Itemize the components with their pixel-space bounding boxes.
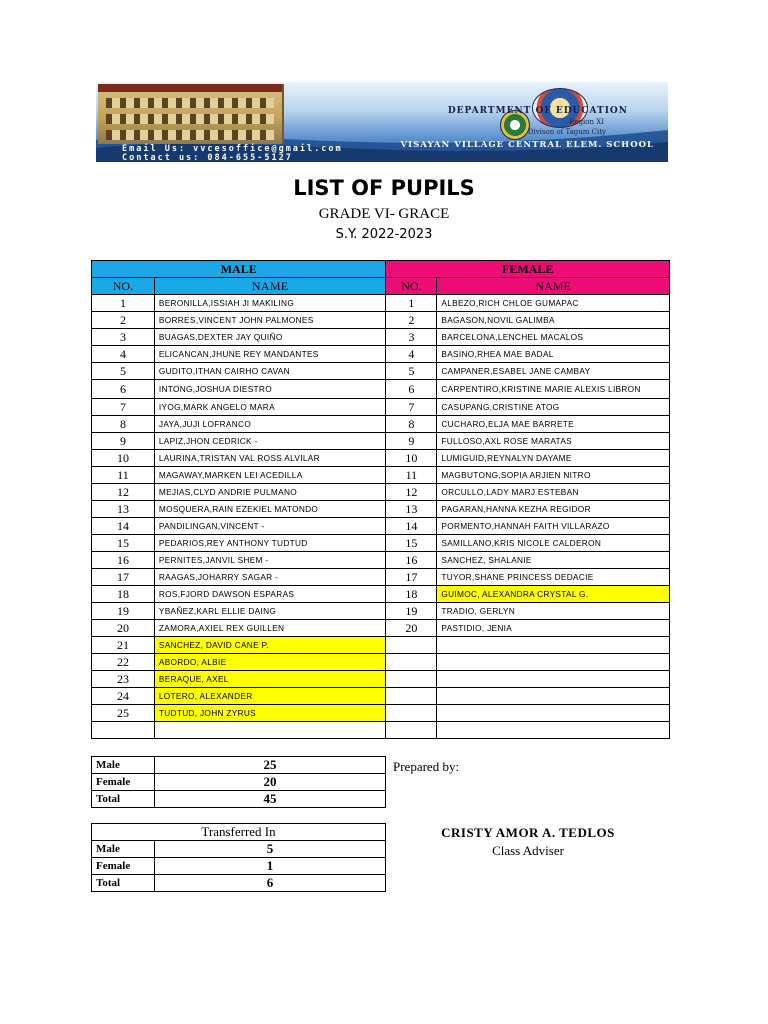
male-no-cell: 14 (92, 518, 155, 535)
male-name-cell: LAPIZ,JHON CEDRICK - (154, 433, 386, 450)
totals-total-label: Total (92, 791, 155, 808)
table-row (92, 688, 670, 705)
table-row (92, 346, 670, 363)
female-no-cell (386, 688, 437, 705)
table-row (92, 380, 670, 399)
female-no-cell: 19 (386, 603, 437, 620)
totals-female-label: Female (92, 774, 155, 791)
table-row (92, 484, 670, 501)
table-row (92, 603, 670, 620)
female-name-cell: ALBEZO,RICH CHLOE GUMAPAC (437, 295, 670, 312)
table-row (92, 569, 670, 586)
female-name-cell: PAGARAN,HANNA KEZHA REGIDOR (437, 501, 670, 518)
table-row (92, 671, 670, 688)
female-name-cell: CARPENTIRO,KRISTINE MARIE ALEXIS LIBRON (437, 380, 670, 399)
totals-table (91, 756, 386, 808)
female-name-cell: GUIMOC, ALEXANDRA CRYSTAL G. (437, 586, 670, 603)
female-no-cell (386, 654, 437, 671)
female-no-cell: 7 (386, 399, 437, 416)
female-no-cell: 18 (386, 586, 437, 603)
male-no-cell: 23 (92, 671, 155, 688)
totals-male-value: 25 (155, 757, 386, 774)
female-header: FEMALE (386, 261, 670, 278)
totals-total-value: 45 (155, 791, 386, 808)
table-row (92, 552, 670, 569)
female-no-cell: 17 (386, 569, 437, 586)
female-no-cell: 12 (386, 484, 437, 501)
region-name: Region XI (569, 118, 604, 126)
male-no-cell: 2 (92, 312, 155, 329)
female-no-cell: 2 (386, 312, 437, 329)
table-row (92, 312, 670, 329)
school-banner (96, 82, 668, 162)
male-no-cell: 6 (92, 380, 155, 399)
table-row (92, 450, 670, 467)
female-name-cell: PASTIDIO, JENIA (437, 620, 670, 637)
transferred-male-value: 5 (155, 841, 386, 858)
male-name-cell: BERAQUE, AXEL (154, 671, 386, 688)
male-name-cell: BORRES,VINCENT JOHN PALMONES (154, 312, 386, 329)
male-name-cell: INTONG,JOSHUA DIESTRO (154, 380, 386, 399)
female-name-cell: SAMILLANO,KRIS NICOLE CALDERON (437, 535, 670, 552)
school-contact: Contact us: 084-655-5127 (122, 153, 293, 162)
male-name-cell: MOSQUERA,RAIN EZEKIEL MATONDO (154, 501, 386, 518)
female-name-cell: CAMPANER,ESABEL JANE CAMBAY (437, 363, 670, 380)
female-no-cell: 6 (386, 380, 437, 399)
adviser-role: Class Adviser (492, 843, 564, 858)
female-no-cell: 14 (386, 518, 437, 535)
table-row (92, 722, 670, 739)
division-name: Divison of Tagum City (527, 128, 606, 136)
male-no-cell: 20 (92, 620, 155, 637)
female-name-cell: BAGASON,NOVIL GALIMBA (437, 312, 670, 329)
male-name-cell: JAYA,JUJI LOFRANCO (154, 416, 386, 433)
male-no-cell: 5 (92, 363, 155, 380)
female-no-cell (386, 705, 437, 722)
table-row (92, 416, 670, 433)
school-year: S.Y. 2022-2023 (335, 227, 433, 242)
male-no-cell: 7 (92, 399, 155, 416)
male-name-cell: BUAGAS,DEXTER JAY QUIÑO (154, 329, 386, 346)
female-name-cell: BARCELONA,LENCHEL MACALOS (437, 329, 670, 346)
female-name-cell: MAGBUTONG,SOPIA ARJIEN NITRO (437, 467, 670, 484)
female-name-cell: CUCHARO,ELJA MAE BARRETE (437, 416, 670, 433)
male-no-cell: 15 (92, 535, 155, 552)
transferred-male-label: Male (92, 841, 155, 858)
male-no-cell: 21 (92, 637, 155, 654)
female-no-cell (386, 671, 437, 688)
male-no-cell: 3 (92, 329, 155, 346)
male-no-cell: 12 (92, 484, 155, 501)
male-name-cell: PANDILINGAN,VINCENT - (154, 518, 386, 535)
male-name-cell: ZAMORA,AXIEL REX GUILLEN (154, 620, 386, 637)
page-title: LIST OF PUPILS (293, 176, 475, 200)
male-no-cell: 4 (92, 346, 155, 363)
male-name-cell: RAAGAS,JOHARRY SAGAR - (154, 569, 386, 586)
totals-male-label: Male (92, 757, 155, 774)
table-row (92, 329, 670, 346)
transferred-total-label: Total (92, 875, 155, 892)
male-no-cell: 10 (92, 450, 155, 467)
school-email: Email Us: vvcesoffice@gmail.com (122, 144, 343, 154)
female-name-cell: SANCHEZ, SHALANIE (437, 552, 670, 569)
male-header: MALE (92, 261, 386, 278)
table-row (92, 620, 670, 637)
male-no-cell: 11 (92, 467, 155, 484)
transferred-female-value: 1 (155, 858, 386, 875)
female-no-cell: 5 (386, 363, 437, 380)
male-name-cell: LAURINA,TRISTAN VAL ROSS ALVILAR (154, 450, 386, 467)
female-name-cell: ORCULLO,LADY MARJ ESTEBAN (437, 484, 670, 501)
table-row (92, 705, 670, 722)
female-name-cell: FULLOSO,AXL ROSE MARATAS (437, 433, 670, 450)
male-name-cell: TUDTUD, JOHN ZYRUS (154, 705, 386, 722)
school-name: VISAYAN VILLAGE CENTRAL ELEM. SCHOOL (400, 140, 654, 150)
female-name-cell (437, 722, 670, 739)
male-no-cell: 1 (92, 295, 155, 312)
transferred-female-label: Female (92, 858, 155, 875)
male-no-cell: 17 (92, 569, 155, 586)
male-no-cell: 16 (92, 552, 155, 569)
table-row (92, 637, 670, 654)
female-no-cell: 1 (386, 295, 437, 312)
male-no-cell: 8 (92, 416, 155, 433)
female-no-header: NO. (386, 278, 437, 295)
female-name-cell: PORMENTO,HANNAH FAITH VILLARAZO (437, 518, 670, 535)
transferred-header: Transferred In (92, 824, 386, 841)
pupils-table (91, 260, 670, 739)
prepared-by-label: Prepared by: (393, 759, 460, 774)
female-name-cell: TUYOR,SHANE PRINCESS DEDACIE (437, 569, 670, 586)
table-row (92, 295, 670, 312)
male-no-cell: 13 (92, 501, 155, 518)
female-no-cell: 16 (386, 552, 437, 569)
male-name-cell (154, 722, 386, 739)
table-row (92, 518, 670, 535)
female-name-cell (437, 654, 670, 671)
table-row (92, 535, 670, 552)
male-no-cell: 9 (92, 433, 155, 450)
male-name-cell: BERONILLA,ISSIAH JI MAKILING (154, 295, 386, 312)
table-row (92, 654, 670, 671)
female-no-cell: 10 (386, 450, 437, 467)
female-name-cell (437, 671, 670, 688)
totals-female-value: 20 (155, 774, 386, 791)
female-name-header: NAME (437, 278, 670, 295)
female-no-cell: 15 (386, 535, 437, 552)
female-name-cell (437, 688, 670, 705)
male-name-cell: PERNITES,JANVIL SHEM - (154, 552, 386, 569)
female-name-cell: CASUPANG,CRISTINE ATOG (437, 399, 670, 416)
female-name-cell: BASINO,RHEA MAE BADAL (437, 346, 670, 363)
grade-section: GRADE VI- GRACE (318, 206, 450, 222)
table-row (92, 586, 670, 603)
female-name-cell (437, 637, 670, 654)
female-no-cell: 11 (386, 467, 437, 484)
male-no-cell: 18 (92, 586, 155, 603)
female-no-cell (386, 722, 437, 739)
female-no-cell: 20 (386, 620, 437, 637)
male-name-cell: ABORDO, ALBIE (154, 654, 386, 671)
male-no-cell: 25 (92, 705, 155, 722)
table-row (92, 467, 670, 484)
school-building-photo (98, 84, 284, 144)
male-name-cell: PEDARIOS,REY ANTHONY TUDTUD (154, 535, 386, 552)
female-name-cell: LUMIGUID,REYNALYN DAYAME (437, 450, 670, 467)
transferred-table (91, 823, 386, 892)
female-no-cell: 8 (386, 416, 437, 433)
male-name-cell: MEJIAS,CLYD ANDRIE PULMANO (154, 484, 386, 501)
transferred-total-value: 6 (155, 875, 386, 892)
adviser-name: CRISTY AMOR A. TEDLOS (441, 825, 615, 840)
male-name-cell: ELICANCAN,JHUNE REY MANDANTES (154, 346, 386, 363)
male-no-cell: 19 (92, 603, 155, 620)
female-no-cell (386, 637, 437, 654)
table-row (92, 363, 670, 380)
male-name-cell: SANCHEZ, DAVID CANE P. (154, 637, 386, 654)
table-row (92, 399, 670, 416)
male-name-cell: LOTERO, ALEXANDER (154, 688, 386, 705)
table-row (92, 433, 670, 450)
department-name: DEPARTMENT OF EDUCATION (447, 106, 628, 116)
female-name-cell (437, 705, 670, 722)
male-name-header: NAME (154, 278, 386, 295)
male-no-header: NO. (92, 278, 155, 295)
female-no-cell: 4 (386, 346, 437, 363)
male-no-cell (92, 722, 155, 739)
female-name-cell: TRADIO, GERLYN (437, 603, 670, 620)
male-no-cell: 22 (92, 654, 155, 671)
male-name-cell: MAGAWAY,MARKEN LEI ACEDILLA (154, 467, 386, 484)
male-name-cell: ROS,FJORD DAWSON ESPARAS (154, 586, 386, 603)
female-no-cell: 3 (386, 329, 437, 346)
female-no-cell: 13 (386, 501, 437, 518)
female-no-cell: 9 (386, 433, 437, 450)
male-name-cell: YBAÑEZ,KARL ELLIE DAING (154, 603, 386, 620)
male-name-cell: IYOG,MARK ANGELO MARA (154, 399, 386, 416)
table-row (92, 501, 670, 518)
male-no-cell: 24 (92, 688, 155, 705)
male-name-cell: GUDITO,ITHAN CAIRHO CAVAN (154, 363, 386, 380)
